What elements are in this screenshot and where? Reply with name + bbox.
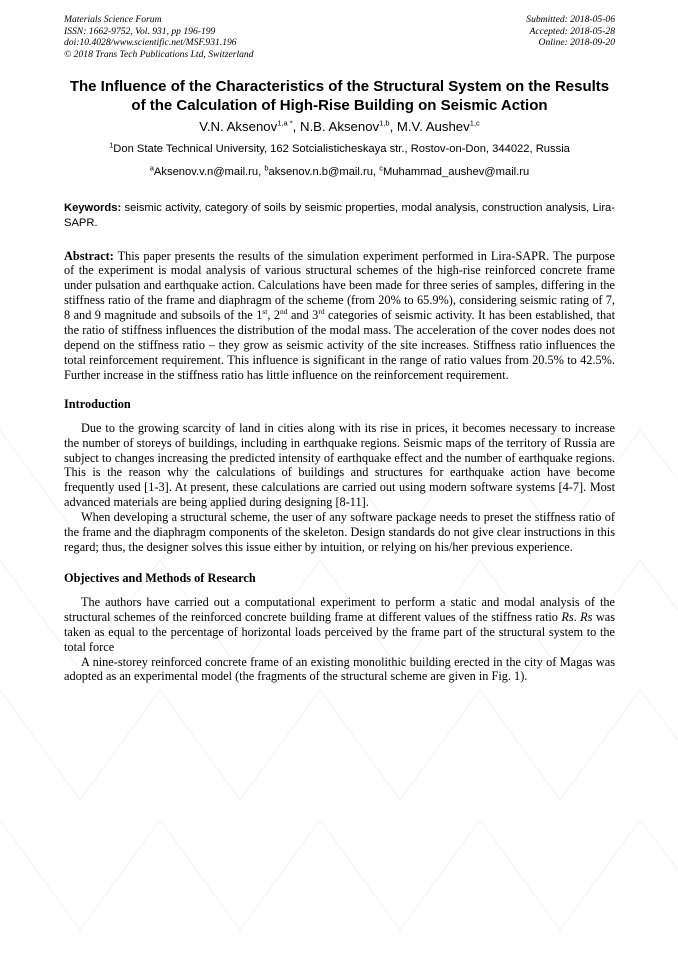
ordinal-suffix: nd: [280, 307, 288, 317]
journal-header: [64, 14, 615, 60]
author-affiliation-mark: 1,b: [379, 118, 390, 128]
email-mark: b: [264, 163, 269, 173]
objectives-paragraph: [64, 595, 615, 655]
affiliation-mark: 1: [109, 140, 114, 150]
email-link[interactable]: aksenov.n.b@mail.ru: [268, 166, 373, 179]
journal-info: [64, 14, 254, 60]
objectives-text: The authors have carried out a computational experiment to perform a static and modal analysis of the structural schemes of the reinforced concrete building frame at different values of the stiffness ratio: [64, 594, 615, 624]
stiffness-symbol: Rs: [580, 609, 593, 624]
author-name: N.B. Aksenov: [299, 119, 380, 135]
submission-dates: [526, 14, 615, 60]
journal-copyright: © 2018 Trans Tech Publications Ltd, Switzerland: [64, 48, 254, 60]
email-list: [64, 165, 615, 179]
author-affiliation-mark: 1,a *: [277, 118, 293, 128]
stiffness-symbol: Rs: [561, 609, 574, 624]
journal-name: Materials Science Forum: [64, 14, 162, 25]
online-date: Online: 2018-09-20: [538, 37, 615, 49]
affiliation: [64, 142, 615, 156]
email-separator: ,: [372, 166, 380, 179]
email-link[interactable]: Muhammad_aushev@mail.ru: [382, 166, 530, 179]
ordinal-suffix: rd: [318, 307, 325, 317]
introduction-paragraph: When developing a structural scheme, the user of any software package needs to preset the stiffness ratio of the frame and the diaphragm components of the skeleton. Design standards do not give clear instructions in this regard; thus, the designer solves this issue either by intuition, or relying on his/her previous experience.: [64, 510, 615, 554]
author-name: V.N. Aksenov: [199, 119, 278, 135]
author-affiliation-mark: 1,c: [469, 118, 480, 128]
affiliation-text: Don State Technical University, 162 Sotcialisticheskaya str., Rostov-on-Don, 344022, Russia: [113, 143, 570, 156]
abstract-text: categories of seismic activity. It has been established, that the ratio of stiffness influences the distribution of the modal mass. The acceleration of the cover nodes does not depend on the stiffness ratio – they grow as seismic activity of the site increases. Stiffness ratio influences the total reinforcement requirement. This influence is significant in the range of ratio values from 20.5% to 42.5%. Further increase in the stiffness ratio has little influence on the reinforcement requirement.: [64, 308, 616, 382]
paper-page: [64, 14, 615, 684]
author-list: [64, 118, 615, 136]
introduction-heading: Introduction: [64, 396, 131, 411]
objectives-paragraph: A nine-storey reinforced concrete frame of an existing monolithic building erected in the city of Magas was adopted as an experimental model (the fragments of the structural scheme are given in Fig. 1).: [64, 654, 615, 684]
paper-title: The Influence of the Characteristics of the Structural System on the Results of the Calculation of High-Rise Building on Seismic Action: [69, 78, 610, 114]
keywords-label: Keywords:: [64, 202, 122, 215]
keywords-text: seismic activity, category of soils by seismic properties, modal analysis, construction analysis, Lira-SAPR.: [64, 202, 615, 229]
email-separator: ,: [258, 166, 265, 179]
author-separator: ,: [389, 119, 397, 135]
journal-doi: doi:10.4028/www.scientific.net/MSF.931.196: [64, 37, 237, 49]
abstract-label: Abstract:: [64, 248, 114, 263]
email-link[interactable]: Aksenov.v.n@mail.ru: [153, 166, 259, 179]
accepted-date: Accepted: 2018-05-28: [529, 25, 615, 37]
abstract-text: , 2: [267, 308, 281, 323]
email-mark: a: [149, 163, 154, 173]
author-separator: ,: [292, 119, 300, 135]
objectives-text: was taken as equal to the percentage of horizontal loads perceived by the frame part of the structural system to the total force: [64, 609, 616, 654]
introduction-paragraph: Due to the growing scarcity of land in cities along with its rise in prices, it becomes necessary to increase the number of storeys of buildings, including in earthquake regions. Seismic maps of the territory of Russia are subject to changes increasing the predicted intensity of earthquake effect and the number of earthquake regions. This is the reason why the calculations of buildings and structures for earthquake action have become frequently used [1-3]. At present, these calculations are carried out using modern software systems [4-7]. Most advanced materials are being applied during designing [8-11].: [64, 420, 615, 510]
email-mark: c: [379, 163, 383, 173]
keywords: [64, 201, 615, 230]
journal-issn: ISSN: 1662-9752, Vol. 931, pp 196-199: [64, 25, 216, 37]
objectives-heading: Objectives and Methods of Research: [64, 570, 256, 585]
author-name: M.V. Aushev: [396, 119, 470, 135]
abstract: [64, 249, 615, 383]
abstract-text: This paper presents the results of the simulation experiment performed in Lira-SAPR. The purpose of the experiment is modal analysis of various structural schemes of the high-rise reinforced concrete frame under pulsation and earthquake action. Calculations have been made for three series of samples, differing in the stiffness ratio of the frame and diaphragm of the scheme (from 20% to 65.9%), considering seismic rating of 7, 8 and 9 magnitude and subsoils of the 1: [64, 248, 615, 323]
ordinal-suffix: st: [262, 307, 268, 317]
abstract-text: and 3: [287, 308, 319, 323]
submitted-date: Submitted: 2018-05-06: [526, 14, 615, 25]
objectives-text: .: [573, 609, 581, 624]
